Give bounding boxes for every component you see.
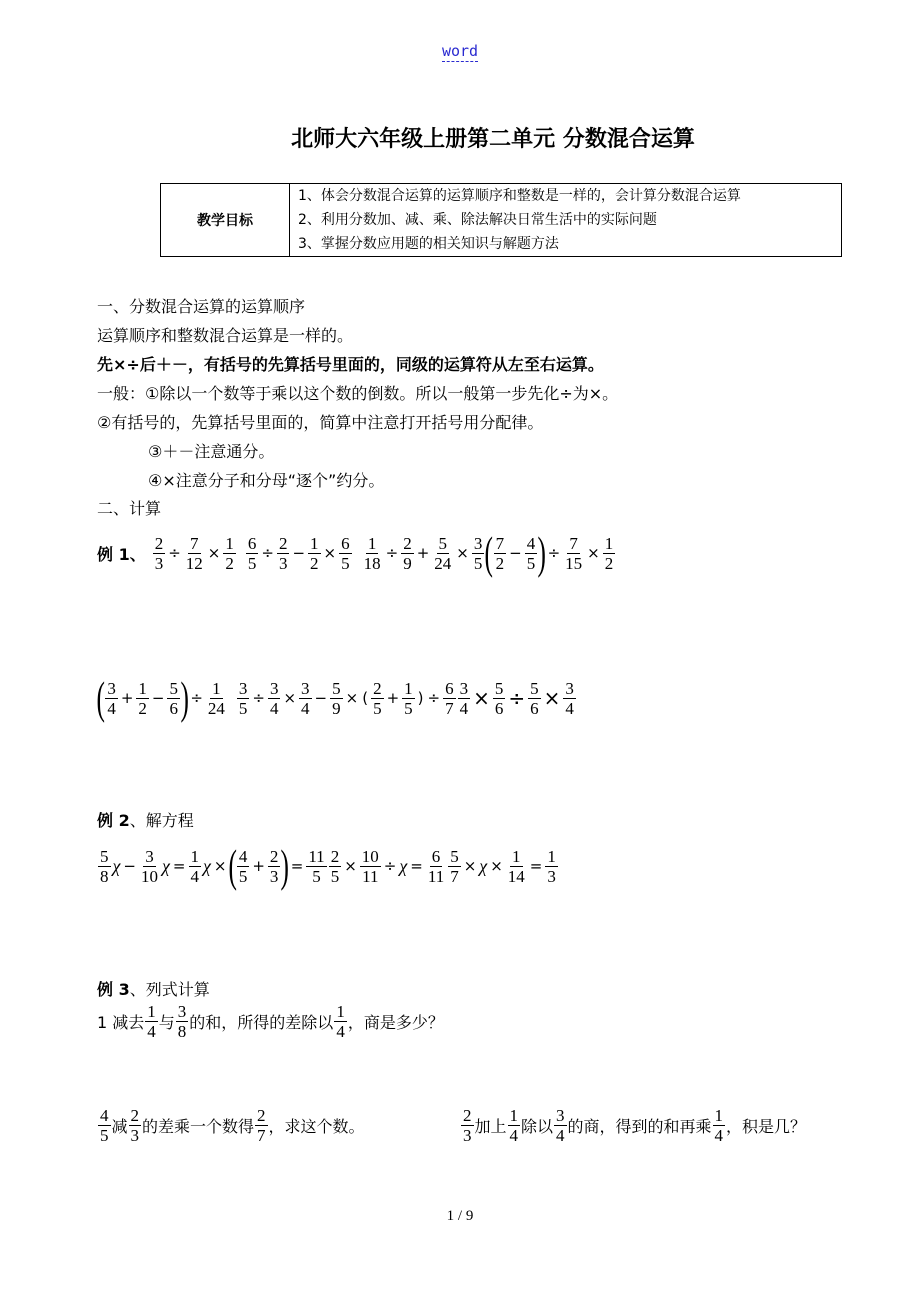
- fraction: [563, 679, 576, 718]
- math-glyph: 1: [147, 1002, 156, 1021]
- fraction: [299, 679, 312, 718]
- example3-question2: [97, 1106, 497, 1145]
- math-glyph: 5: [473, 553, 483, 573]
- math-glyph: −: [314, 689, 328, 707]
- math-glyph: 2: [403, 533, 412, 553]
- math-glyph: 9: [332, 698, 341, 718]
- math-glyph: 7: [445, 698, 454, 718]
- example3-heading: [97, 977, 210, 1000]
- math-glyph: ×: [473, 686, 490, 710]
- fraction: [237, 847, 250, 886]
- fraction: [443, 679, 456, 718]
- math-glyph: 4: [190, 866, 199, 886]
- math-glyph: 5: [332, 678, 341, 698]
- math-glyph: 10: [141, 866, 158, 886]
- math-glyph: ÷: [385, 544, 399, 562]
- math-glyph: 2: [130, 1106, 140, 1125]
- math-glyph: 4: [459, 698, 469, 718]
- math-glyph: 3: [269, 678, 279, 698]
- fraction: [129, 1106, 142, 1145]
- math-glyph: 4: [336, 1022, 345, 1041]
- math-glyph: 3: [154, 553, 164, 573]
- math-glyph: 1: [212, 678, 221, 698]
- math-glyph: ): [537, 527, 547, 578]
- math-glyph: 4: [238, 846, 248, 866]
- math-glyph: 3: [238, 678, 248, 698]
- math-glyph: 5: [238, 698, 248, 718]
- math-glyph: 3: [556, 1106, 565, 1125]
- math-glyph: −: [151, 689, 165, 707]
- goal-item: 1、体会分数混合运算的运算顺序和整数是一样的，会计算分数混合运算: [298, 188, 741, 204]
- math-glyph: 7: [450, 866, 459, 886]
- fraction: [189, 847, 202, 886]
- math-glyph: 1: [138, 678, 147, 698]
- math-glyph: 2: [278, 533, 288, 553]
- math-glyph: 3: [145, 846, 154, 866]
- math-glyph: 6: [445, 678, 454, 698]
- math-glyph: ×: [283, 689, 297, 707]
- math-glyph: 2: [154, 533, 164, 553]
- fraction: [306, 847, 326, 886]
- fraction: [472, 534, 485, 573]
- fraction: [268, 679, 281, 718]
- fraction: [330, 679, 343, 718]
- math-glyph: 4: [526, 533, 536, 553]
- fraction: [268, 847, 281, 886]
- math-glyph: =: [172, 857, 186, 875]
- math-glyph: 10: [361, 846, 379, 866]
- fraction: [401, 534, 414, 573]
- math-glyph: 4: [714, 1126, 724, 1145]
- fraction: [493, 679, 506, 718]
- fraction: [448, 847, 461, 886]
- math-glyph: 5: [238, 866, 248, 886]
- fraction: [461, 1106, 474, 1145]
- fraction: [153, 534, 166, 573]
- math-glyph: 3: [565, 678, 574, 698]
- math-glyph: (: [484, 527, 494, 578]
- math-glyph: ): [180, 672, 189, 723]
- math-glyph: 5: [494, 678, 504, 698]
- math-glyph: 5: [438, 533, 448, 553]
- example3-question3: [460, 1106, 806, 1145]
- math-glyph: 1: [604, 533, 614, 553]
- fraction: [525, 534, 538, 573]
- page-title: 北师大六年级上册第二单元 分数混合运算: [291, 127, 695, 152]
- example1-expressions-2: [96, 672, 577, 723]
- fraction: [603, 534, 616, 573]
- math-glyph: ÷: [547, 544, 561, 562]
- math-glyph: ×: [463, 857, 477, 875]
- fraction: [237, 679, 250, 718]
- math-glyph: 3: [473, 533, 483, 553]
- math-glyph: 5: [312, 866, 321, 886]
- math-glyph: ×: [207, 544, 221, 562]
- math-glyph: ÷: [168, 544, 181, 562]
- section1-note2: ②有括号的，先算括号里面的，简算中注意打开括号用分配律。: [97, 413, 544, 432]
- section1-note4: ④×注意分子和分母“逐个”约分。: [148, 471, 385, 490]
- math-glyph: 7: [569, 533, 578, 553]
- math-glyph: 例 3: [97, 980, 130, 999]
- math-glyph: 与: [158, 1013, 175, 1032]
- math-glyph: 4: [107, 698, 116, 718]
- fraction: [206, 679, 227, 718]
- fraction: [432, 534, 453, 573]
- math-glyph: 1: [547, 846, 556, 866]
- fraction: [554, 1106, 567, 1145]
- math-glyph: 4: [556, 1126, 565, 1145]
- math-glyph: 24: [434, 553, 452, 573]
- math-glyph: (: [227, 840, 237, 891]
- fraction: [360, 847, 381, 886]
- math-glyph: 、解方程: [129, 811, 194, 830]
- math-glyph: +: [252, 857, 265, 875]
- fraction: [184, 534, 205, 573]
- math-glyph: ÷: [252, 689, 265, 707]
- fraction: [145, 1002, 158, 1041]
- math-glyph: 6: [247, 533, 257, 553]
- math-glyph: 2: [138, 698, 147, 718]
- math-glyph: 4: [301, 698, 310, 718]
- math-glyph: 减: [111, 1117, 128, 1136]
- fraction: [528, 679, 541, 718]
- math-glyph: 2: [495, 553, 505, 573]
- example2-equations: [97, 840, 559, 891]
- math-glyph: 的和，所得的差除以: [189, 1013, 334, 1032]
- math-glyph: ，求这个数。: [268, 1117, 365, 1136]
- section1-line1: 运算顺序和整数混合运算是一样的。: [97, 326, 354, 345]
- math-glyph: 的差乘一个数得: [142, 1117, 255, 1136]
- math-glyph: ÷: [508, 686, 526, 710]
- fraction: [277, 534, 290, 573]
- math-glyph: 6: [431, 846, 441, 866]
- math-glyph: 7: [257, 1126, 266, 1145]
- math-glyph: 2: [257, 1106, 266, 1125]
- example3-question1: [97, 1002, 444, 1041]
- math-glyph: ): [417, 689, 424, 707]
- math-glyph: 3: [130, 1126, 140, 1145]
- math-glyph: 2: [463, 1106, 472, 1125]
- math-glyph: 1 减去: [97, 1013, 145, 1032]
- math-glyph: 5: [100, 1126, 109, 1145]
- math-glyph: ÷: [427, 689, 441, 707]
- fraction: [545, 847, 558, 886]
- math-glyph: 例 2: [97, 811, 130, 830]
- goals-items: [290, 184, 842, 257]
- fraction: [98, 1106, 111, 1145]
- math-glyph: −: [123, 857, 136, 875]
- math-glyph: 11: [308, 846, 325, 866]
- math-glyph: ÷: [261, 544, 274, 562]
- math-glyph: 5: [404, 698, 413, 718]
- math-glyph: 3: [459, 678, 469, 698]
- section1-note3: ③＋－注意通分。: [148, 442, 275, 461]
- section2-heading: 二、计算: [97, 499, 162, 518]
- math-glyph: 1: [714, 1106, 724, 1125]
- math-glyph: 6: [169, 698, 178, 718]
- section1-heading: 一、分数混合运算的运算顺序: [97, 297, 306, 316]
- math-glyph: ×: [587, 544, 600, 562]
- math-glyph: (: [362, 689, 369, 707]
- fraction: [339, 534, 352, 573]
- fraction: [223, 534, 236, 573]
- math-glyph: 1: [190, 846, 199, 866]
- page-number: 1 / 9: [446, 1208, 474, 1224]
- math-glyph: ×: [345, 689, 359, 707]
- fraction: [508, 1106, 521, 1145]
- math-glyph: 1: [404, 678, 413, 698]
- fraction: [494, 534, 507, 573]
- fraction: [402, 679, 415, 718]
- math-glyph: −: [292, 544, 306, 562]
- math-glyph: 1: [512, 846, 521, 866]
- example1-label: 例 1、: [97, 544, 146, 564]
- math-glyph: ×: [344, 857, 357, 875]
- math-glyph: 5: [100, 846, 109, 866]
- example2-heading: [97, 808, 194, 831]
- math-glyph: 11: [427, 866, 445, 886]
- fraction: [136, 679, 149, 718]
- math-glyph: 7: [495, 533, 505, 553]
- math-glyph: 3: [463, 1126, 472, 1145]
- teaching-goals-table: [160, 183, 842, 257]
- header-word-link[interactable]: [0, 42, 920, 60]
- math-glyph: 加上: [474, 1117, 507, 1136]
- fraction: [98, 847, 111, 886]
- math-glyph: 2: [330, 846, 340, 866]
- fraction: [176, 1002, 189, 1041]
- math-glyph: 4: [565, 698, 574, 718]
- fraction: [334, 1002, 347, 1041]
- math-glyph: 14: [507, 866, 525, 886]
- math-glyph: 6: [494, 698, 504, 718]
- math-glyph: χ: [203, 855, 211, 876]
- math-glyph: χ: [479, 855, 488, 876]
- math-glyph: ，商是多少？: [347, 1013, 444, 1032]
- math-glyph: 6: [530, 698, 539, 718]
- section1-rule: 先×÷后＋－，有括号的先算括号里面的，同级的运算符从左至右运算。: [97, 355, 604, 374]
- math-glyph: 2: [225, 553, 234, 573]
- math-glyph: χ: [162, 855, 170, 876]
- math-glyph: +: [416, 544, 430, 562]
- math-glyph: =: [410, 857, 423, 875]
- math-glyph: 7: [190, 533, 199, 553]
- fraction: [458, 679, 471, 718]
- math-glyph: 8: [100, 866, 109, 886]
- math-glyph: 4: [100, 1106, 109, 1125]
- fraction: [329, 847, 342, 886]
- math-glyph: −: [509, 544, 522, 562]
- fraction: [308, 534, 321, 573]
- math-glyph: ×: [323, 544, 337, 562]
- math-glyph: =: [290, 857, 304, 875]
- fraction: [139, 847, 160, 886]
- goal-item: 3、掌握分数应用题的相关知识与解题方法: [298, 236, 559, 252]
- math-glyph: ，积是几？: [726, 1117, 807, 1136]
- math-glyph: ×: [490, 857, 503, 875]
- math-glyph: 3: [547, 866, 556, 886]
- math-glyph: 3: [107, 678, 116, 698]
- math-glyph: word: [441, 42, 479, 60]
- math-glyph: 1: [367, 533, 377, 553]
- math-glyph: 、列式计算: [129, 980, 210, 999]
- fraction: [255, 1106, 268, 1145]
- math-glyph: 1: [509, 1106, 519, 1125]
- fraction: [371, 679, 384, 718]
- math-glyph: 3: [177, 1002, 187, 1021]
- math-glyph: 1: [336, 1002, 345, 1021]
- math-glyph: ×: [543, 686, 561, 710]
- math-glyph: +: [120, 689, 134, 707]
- fraction: [426, 847, 446, 886]
- fraction: [506, 847, 527, 886]
- math-glyph: 5: [530, 678, 539, 698]
- math-glyph: +: [386, 689, 400, 707]
- math-glyph: 5: [330, 866, 340, 886]
- math-glyph: =: [529, 857, 543, 875]
- math-glyph: 2: [269, 846, 279, 866]
- math-glyph: 3: [301, 678, 310, 698]
- fraction: [563, 534, 584, 573]
- math-glyph: 除以: [521, 1117, 554, 1136]
- math-glyph: 1: [310, 533, 319, 553]
- math-glyph: 8: [177, 1022, 187, 1041]
- math-glyph: 5: [450, 846, 459, 866]
- math-glyph: 5: [169, 678, 178, 698]
- math-glyph: 18: [363, 553, 381, 573]
- math-glyph: ): [280, 840, 290, 891]
- math-glyph: 9: [403, 553, 412, 573]
- math-glyph: 11: [362, 866, 379, 886]
- math-glyph: 5: [341, 553, 350, 573]
- math-glyph: ×: [213, 857, 227, 875]
- math-glyph: ÷: [383, 857, 397, 875]
- fraction: [105, 679, 118, 718]
- goal-item: 2、利用分数加、减、乘、除法解决日常生活中的实际问题: [298, 212, 657, 228]
- math-glyph: 4: [509, 1126, 519, 1145]
- math-glyph: 24: [207, 698, 225, 718]
- fraction: [246, 534, 259, 573]
- math-glyph: 2: [373, 678, 382, 698]
- math-glyph: 5: [373, 698, 382, 718]
- math-glyph: χ: [399, 855, 408, 876]
- example1-expressions: [97, 527, 616, 578]
- fraction: [362, 534, 383, 573]
- math-glyph: 5: [247, 553, 257, 573]
- math-glyph: 15: [565, 553, 583, 573]
- math-glyph: χ: [112, 855, 121, 876]
- section1-general: 一般：①除以一个数等于乘以这个数的倒数。所以一般第一步先化÷为×。: [97, 384, 619, 403]
- fraction: [713, 1106, 726, 1145]
- math-glyph: ÷: [190, 689, 203, 707]
- math-glyph: 6: [341, 533, 350, 553]
- math-glyph: 4: [147, 1022, 156, 1041]
- math-glyph: 1: [225, 533, 234, 553]
- fraction: [167, 679, 180, 718]
- math-glyph: 2: [310, 553, 319, 573]
- math-glyph: 3: [278, 553, 288, 573]
- math-glyph: ×: [456, 544, 469, 562]
- math-glyph: 5: [526, 553, 536, 573]
- goals-label: 教学目标: [161, 184, 290, 257]
- math-glyph: 2: [604, 553, 614, 573]
- math-glyph: 4: [269, 698, 279, 718]
- math-glyph: 12: [185, 553, 203, 573]
- math-glyph: (: [96, 672, 105, 723]
- math-glyph: 的商，得到的和再乘: [567, 1117, 712, 1136]
- math-glyph: 3: [269, 866, 279, 886]
